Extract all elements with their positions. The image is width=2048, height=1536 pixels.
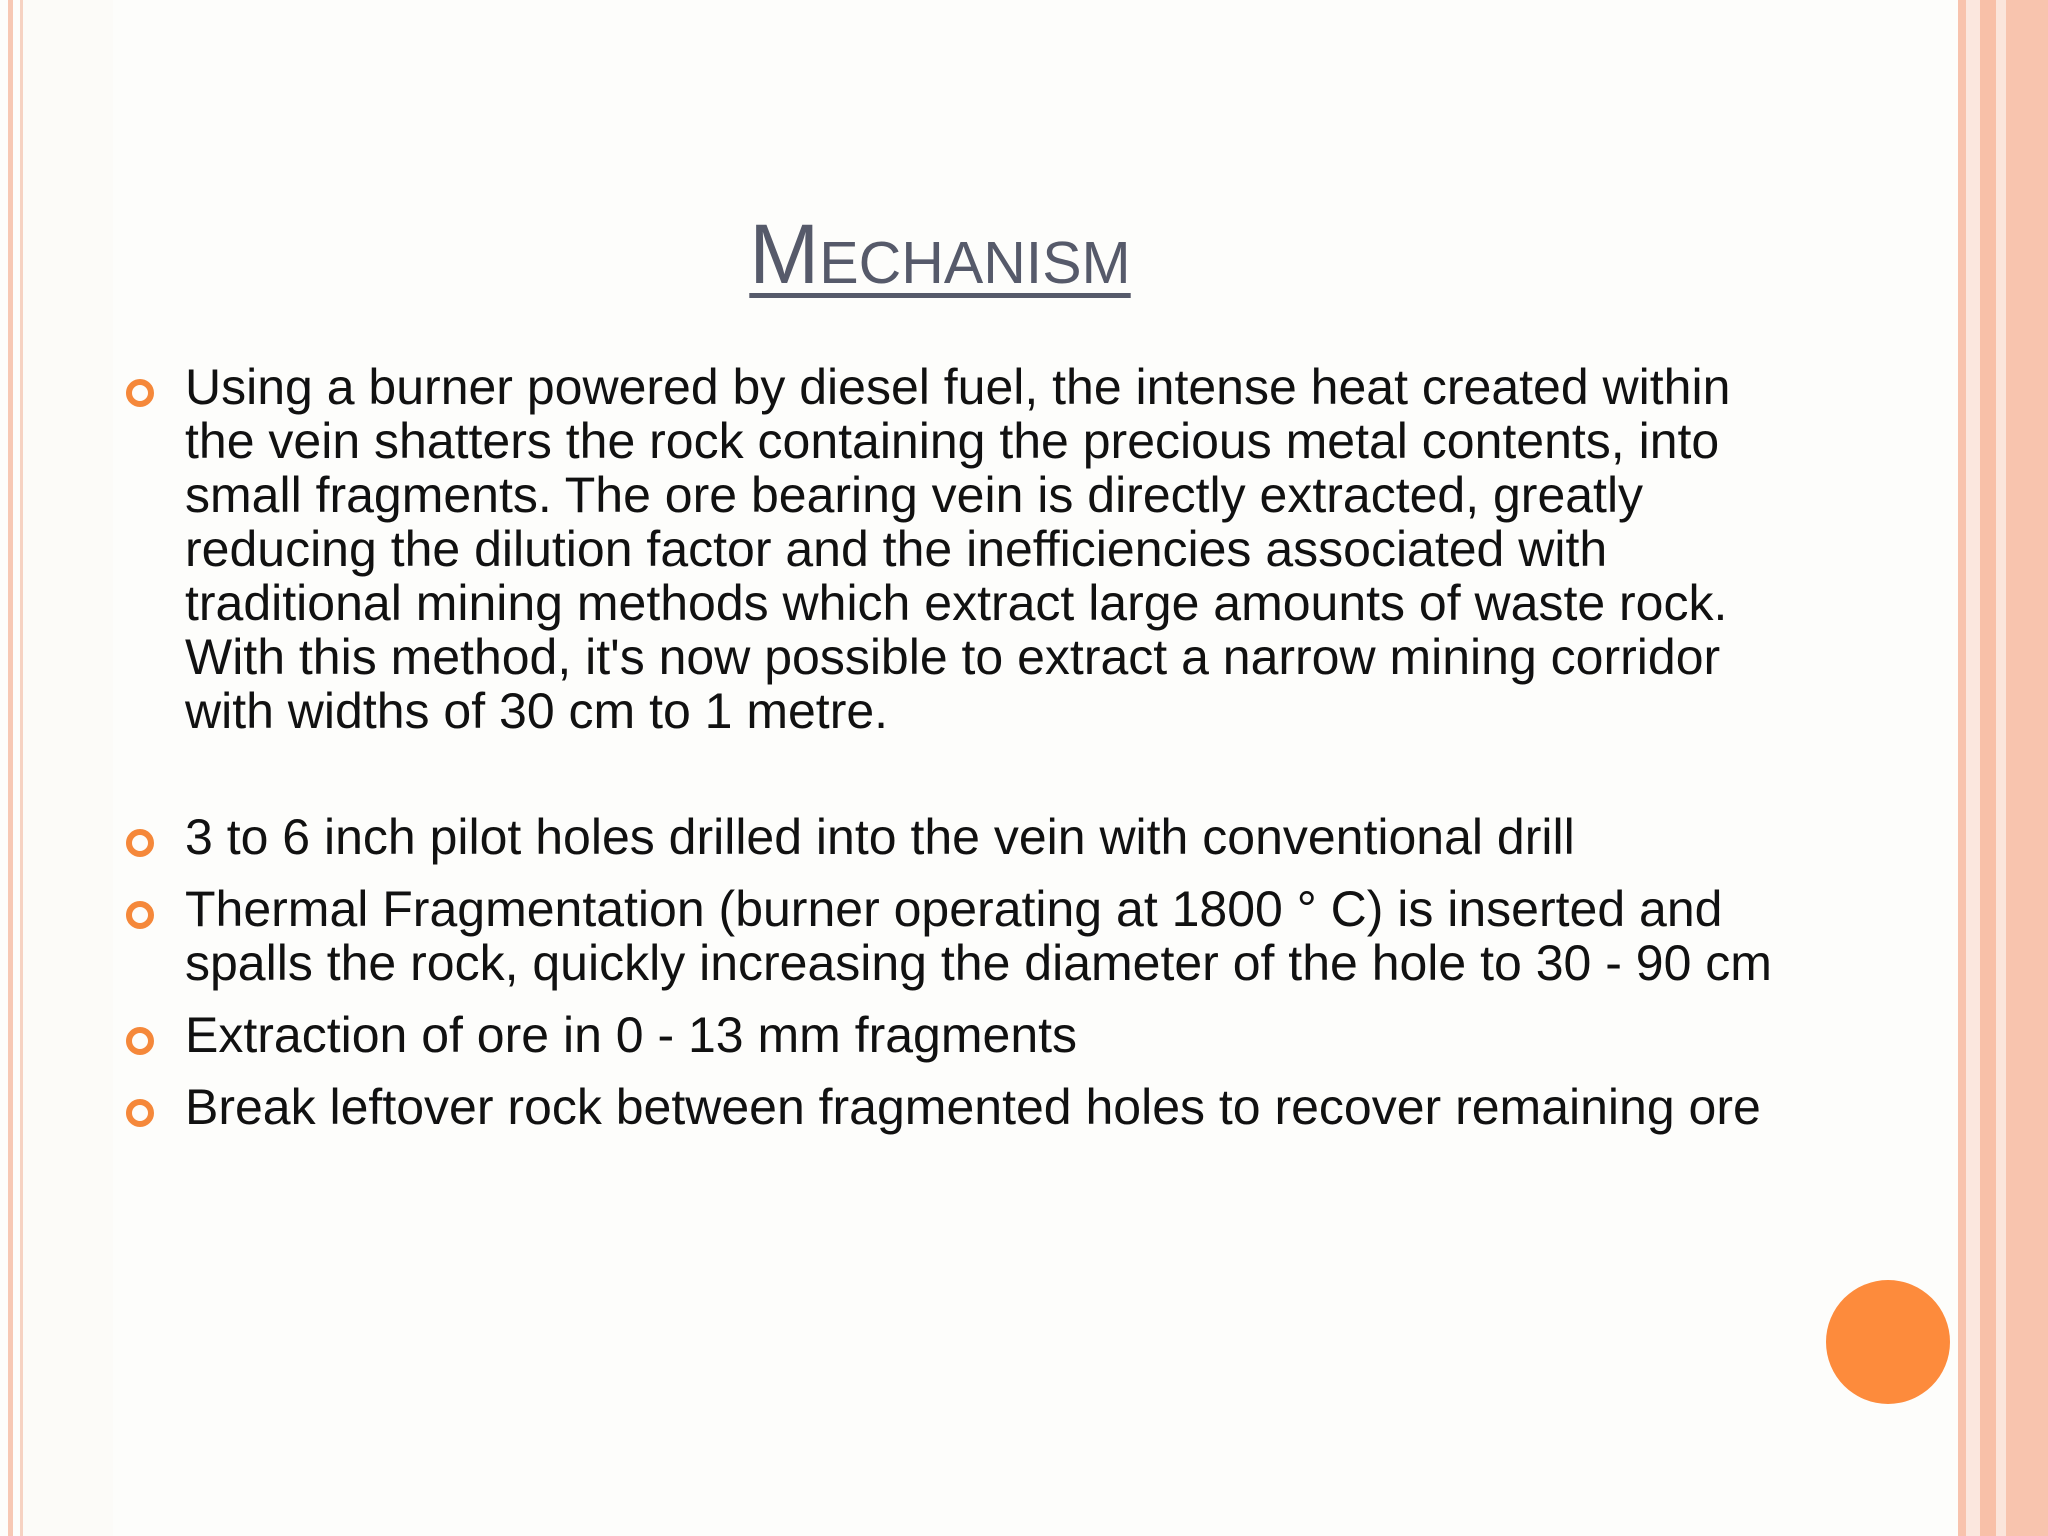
right-border-stripe-3 xyxy=(2006,0,2048,1536)
right-border-stripe xyxy=(1958,0,1966,1536)
bullet-list xyxy=(120,360,1780,1134)
bullet-text: Extraction of ore in 0 - 13 mm fragments xyxy=(185,1007,1078,1063)
right-border-gap xyxy=(1966,0,1980,1536)
bullet-item xyxy=(120,810,1780,864)
bullet-circle-icon xyxy=(126,829,154,857)
decorative-orange-circle xyxy=(1826,1280,1950,1404)
bullet-text: Using a burner powered by diesel fuel, the intense heat created within the vein shatters the rock containing the precious metal contents, into small fragments. The ore bearing vein is directly extracted, greatly reducing the dilution factor and the inefficiencies associated with traditional mining methods which extract large amounts of waste rock. With this method, it's now possible to extract a narrow mining corridor with widths of 30 cm to 1 metre. xyxy=(185,359,1731,739)
bullet-item xyxy=(120,360,1780,738)
bullet-circle-icon xyxy=(126,901,154,929)
bullet-circle-icon xyxy=(126,1027,154,1055)
bullet-circle-icon xyxy=(126,379,154,407)
bullet-item xyxy=(120,882,1780,990)
bullet-item xyxy=(120,1080,1780,1134)
right-border-gap-2 xyxy=(1996,0,2006,1536)
bullet-circle-icon xyxy=(126,1099,154,1127)
bullet-text: Break leftover rock between fragmented holes to recover remaining ore xyxy=(185,1079,1761,1135)
bullet-text: Thermal Fragmentation (burner operating at 1800 ° C) is inserted and spalls the rock, quickly increasing the diameter of the hole to 30 - 90 cm xyxy=(185,881,1772,991)
bullet-item xyxy=(120,1008,1780,1062)
bullet-text: 3 to 6 inch pilot holes drilled into the vein with conventional drill xyxy=(185,809,1575,865)
slide-title: Mechanism xyxy=(749,207,1131,301)
right-border-stripe-2 xyxy=(1980,0,1996,1536)
